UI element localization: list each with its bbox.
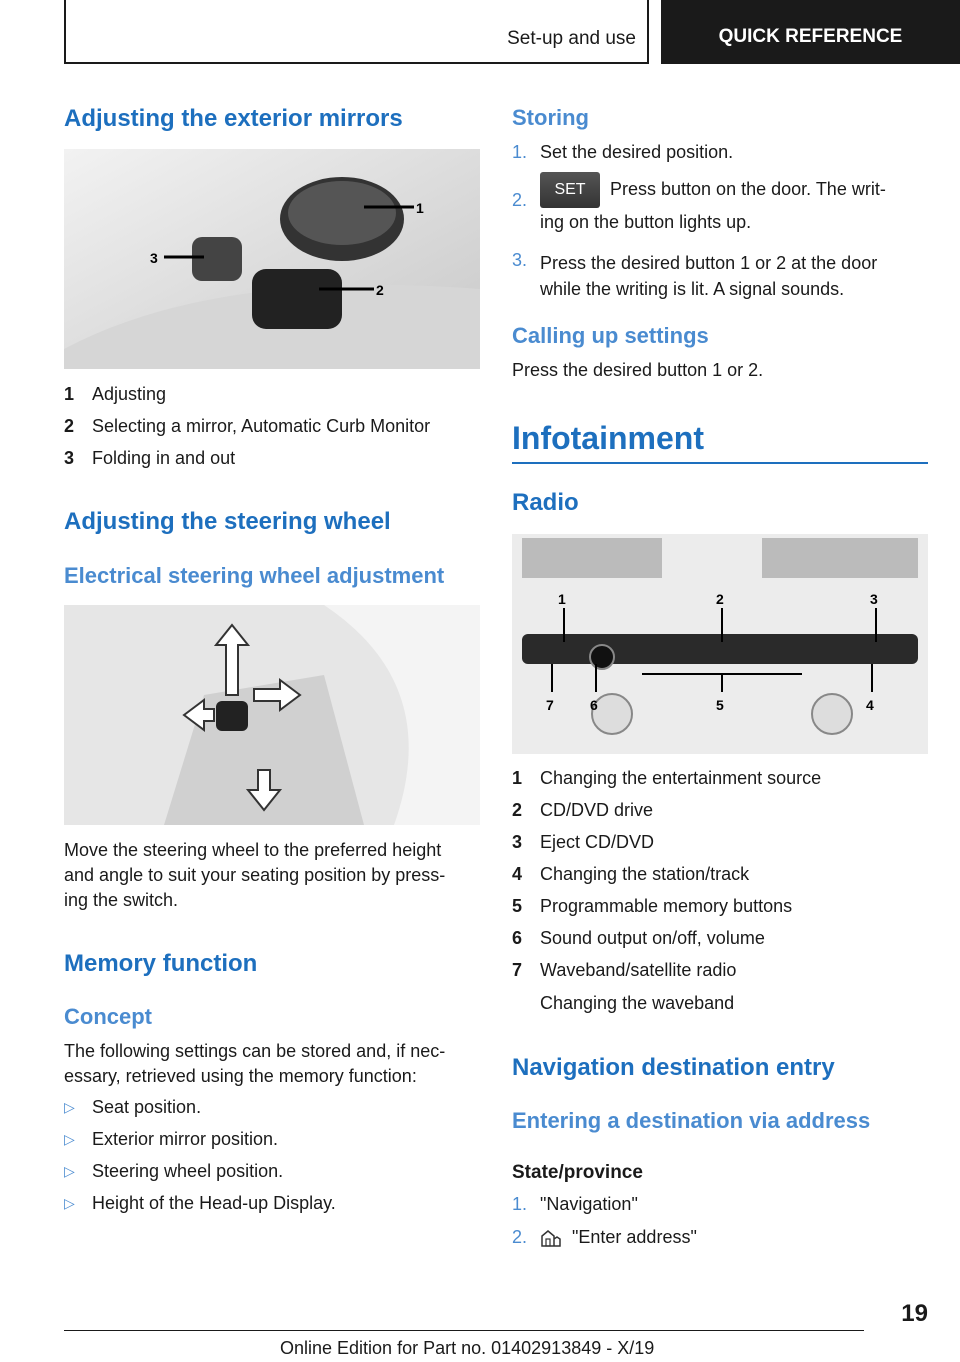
svg-text:6: 6 bbox=[590, 697, 598, 713]
page-number: 19 bbox=[901, 1300, 928, 1327]
svg-text:7: 7 bbox=[546, 697, 554, 713]
steering-text-3: ing the switch. bbox=[64, 890, 179, 910]
nav-step-1: 1. "Navigation" bbox=[512, 1194, 638, 1214]
concept-text-1: The following settings can be stored and, if nec- bbox=[64, 1041, 446, 1061]
storing-step-1: 1. Set the desired position. bbox=[512, 142, 734, 162]
mirror-legend-2: 2 Selecting a mirror, Automatic Curb Monitor bbox=[64, 416, 431, 436]
radio-panel-image bbox=[512, 534, 928, 754]
concept-text-2: essary, retrieved using the memory function: bbox=[64, 1066, 417, 1086]
nav-step-2: 2. "Enter address" bbox=[512, 1227, 697, 1247]
radio-legend-1: 1 Changing the entertainment source bbox=[512, 768, 822, 788]
radio-legend-6: 6 Sound output on/off, volume bbox=[512, 928, 765, 948]
storing-title: Storing bbox=[512, 105, 589, 130]
footer-text: Online Edition for Part no. 01402913849 - X/19 bbox=[280, 1338, 655, 1358]
radio-legend-5: 5 Programmable memory buttons bbox=[512, 896, 793, 916]
calling-text: Press the desired button 1 or 2. bbox=[512, 360, 764, 380]
radio-legend-7: 7 Waveband/satellite radio bbox=[512, 960, 737, 980]
steering-switch-image bbox=[64, 605, 480, 825]
radio-title: Radio bbox=[512, 489, 579, 516]
concept-title: Concept bbox=[64, 1004, 152, 1029]
nav-title: Navigation destination entry bbox=[512, 1054, 835, 1081]
bullet-seat: ▷ Seat position. bbox=[64, 1097, 202, 1117]
svg-text:1: 1 bbox=[416, 200, 424, 216]
header-tab: QUICK REFERENCE bbox=[661, 0, 960, 64]
bullet-hud: ▷ Height of the Head-up Display. bbox=[64, 1193, 336, 1213]
footer-rule bbox=[64, 1330, 864, 1331]
infotainment-rule bbox=[512, 462, 928, 464]
infotainment-title: Infotainment bbox=[512, 420, 704, 456]
svg-text:3: 3 bbox=[870, 591, 878, 607]
state-label: State/province bbox=[512, 1162, 643, 1183]
bullet-mirror: ▷ Exterior mirror position. bbox=[64, 1129, 279, 1149]
svg-text:1: 1 bbox=[558, 591, 566, 607]
steering-title: Adjusting the steering wheel bbox=[64, 508, 391, 535]
mirror-controls-image bbox=[64, 149, 480, 369]
mirror-legend-1: 1 Adjusting bbox=[64, 384, 167, 404]
steering-text-2: and angle to suit your seating position by press- bbox=[64, 865, 446, 885]
radio-legend-7-extra: Changing the waveband bbox=[540, 993, 735, 1013]
steering-text-1: Move the steering wheel to the preferred height bbox=[64, 840, 442, 860]
set-button-icon: SET bbox=[540, 172, 600, 208]
storing-step-2: 2. SET Press button on the door. The writ- ing on the button lights up. bbox=[512, 172, 886, 233]
mirrors-title: Adjusting the exterior mirrors bbox=[64, 105, 403, 132]
calling-title: Calling up settings bbox=[512, 323, 709, 348]
radio-legend-4: 4 Changing the station/track bbox=[512, 864, 750, 884]
radio-legend-3: 3 Eject CD/DVD bbox=[512, 832, 655, 852]
memory-title: Memory function bbox=[64, 950, 258, 977]
bullet-steering: ▷ Steering wheel position. bbox=[64, 1161, 284, 1181]
svg-text:2: 2 bbox=[376, 282, 384, 298]
mirror-legend-3: 3 Folding in and out bbox=[64, 448, 236, 468]
address-icon bbox=[540, 1227, 562, 1247]
nav-subtitle: Entering a destination via address bbox=[512, 1108, 871, 1133]
svg-text:3: 3 bbox=[150, 250, 158, 266]
radio-legend-2: 2 CD/DVD drive bbox=[512, 800, 654, 820]
svg-text:4: 4 bbox=[866, 697, 874, 713]
svg-text:5: 5 bbox=[716, 697, 724, 713]
electrical-title: Electrical steering wheel adjustment bbox=[64, 563, 445, 588]
header-section: Set-up and use bbox=[507, 28, 636, 49]
svg-text:2: 2 bbox=[716, 591, 724, 607]
storing-step-3: 3. Press the desired button 1 or 2 at the door while the writing is lit. A signal sounds. bbox=[512, 250, 878, 299]
